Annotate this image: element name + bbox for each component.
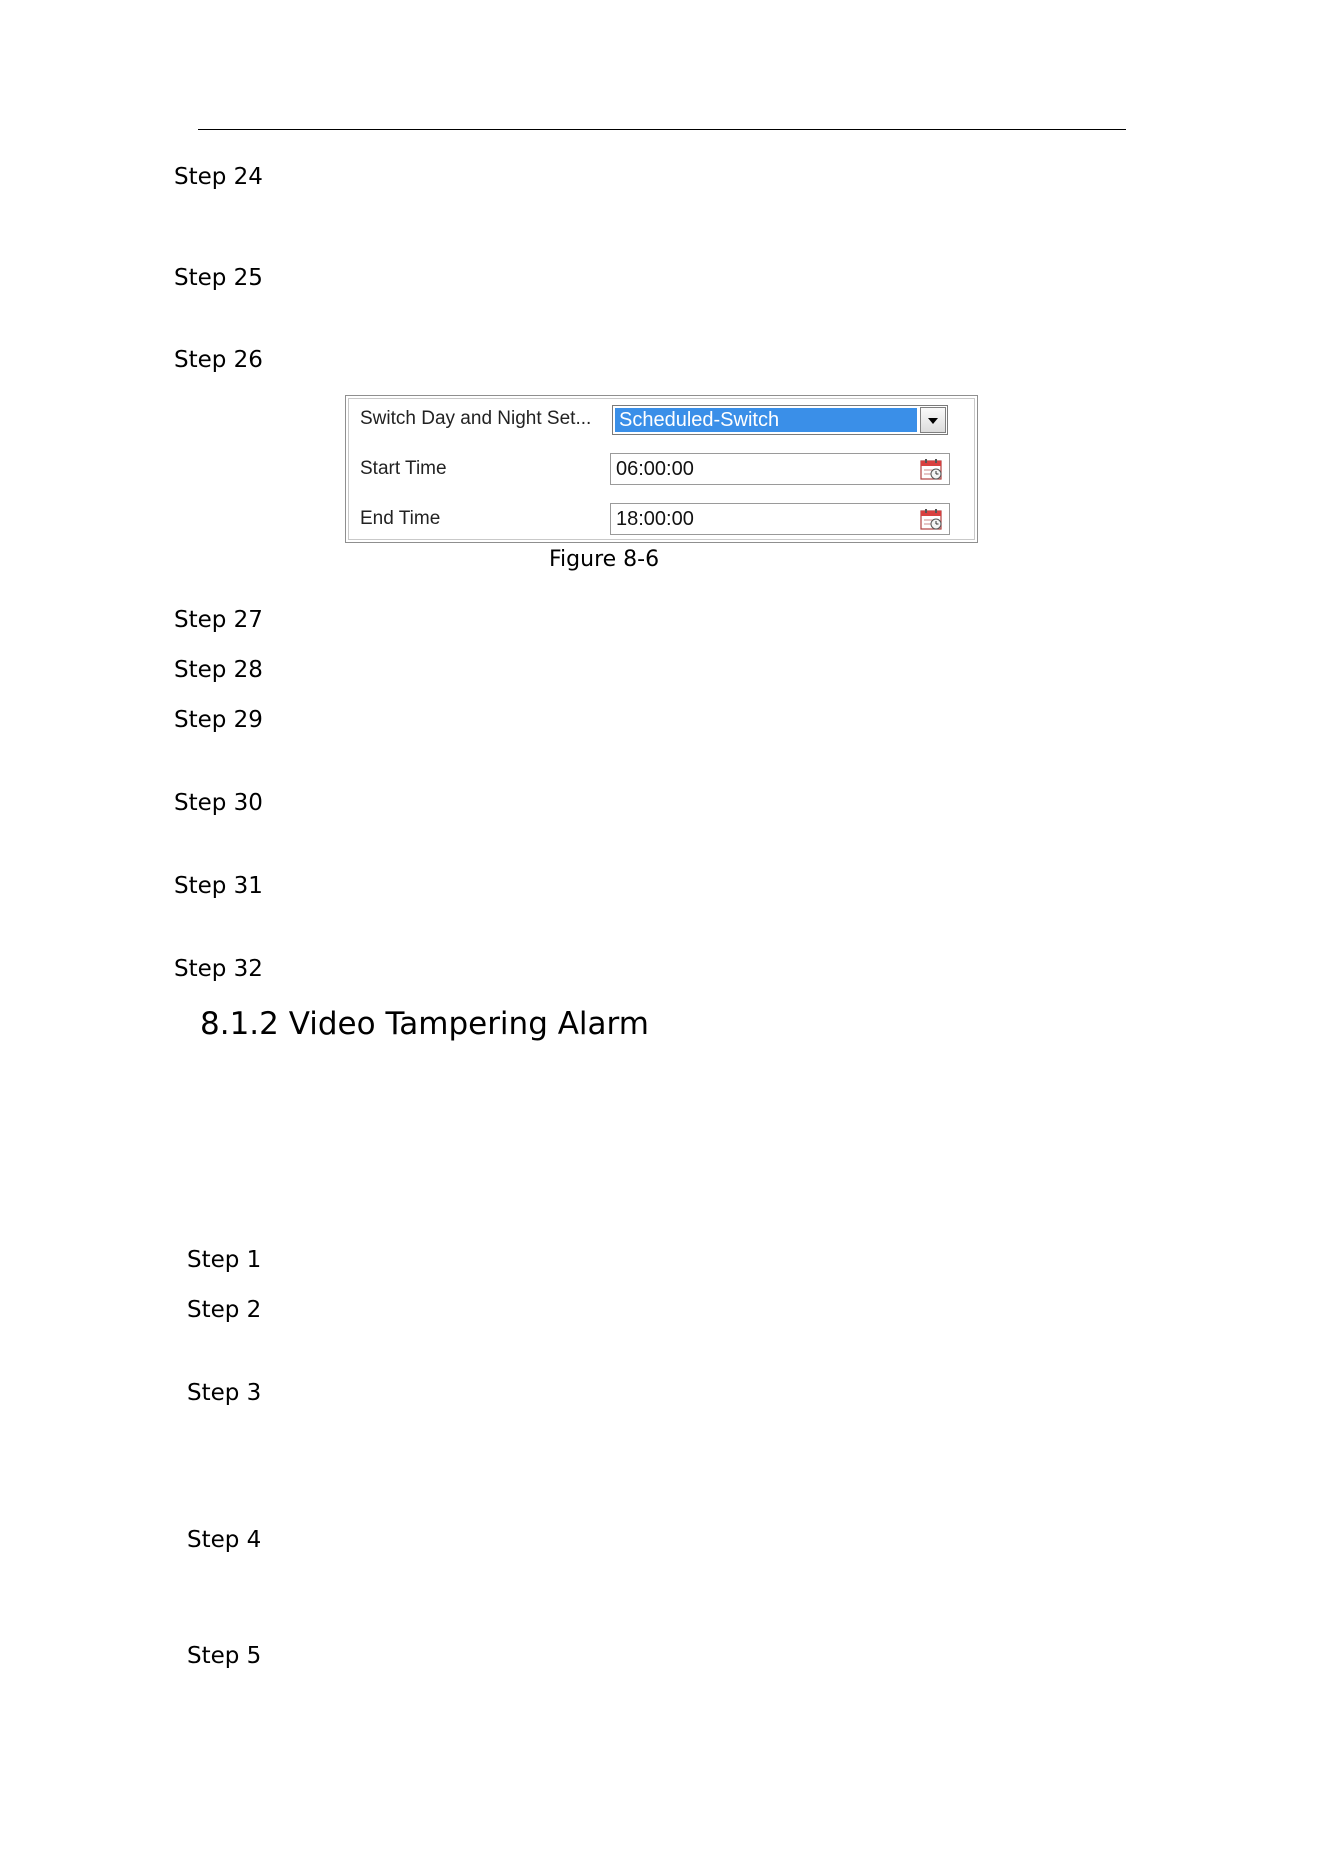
step-label: Step 32 [174, 956, 263, 982]
step-label: Step 27 [174, 607, 263, 633]
start-time-row [346, 453, 977, 485]
calendar-icon[interactable] [920, 508, 944, 530]
step-label: Step 24 [174, 164, 263, 190]
step-label: Step 26 [174, 347, 263, 373]
day-night-switch-figure [345, 395, 978, 543]
step-label: Step 2 [187, 1297, 262, 1323]
step-label: Step 31 [174, 873, 263, 899]
start-time-value: 06:00:00 [616, 458, 694, 480]
step-label: Step 5 [187, 1643, 262, 1669]
calendar-icon[interactable] [920, 458, 944, 480]
step-label: Step 25 [174, 265, 263, 291]
step-label: Step 30 [174, 790, 263, 816]
select-value: Scheduled-Switch [615, 408, 917, 432]
chevron-down-icon[interactable] [920, 407, 946, 433]
step-label: Step 1 [187, 1247, 262, 1273]
figure-caption: Figure 8-6 [549, 547, 660, 572]
end-time-input[interactable] [610, 503, 950, 535]
header-rule [198, 129, 1126, 130]
end-time-label: End Time [360, 508, 441, 529]
section-heading: 8.1.2 Video Tampering Alarm [200, 1006, 649, 1042]
switch-day-night-select[interactable] [612, 405, 948, 435]
step-label: Step 28 [174, 657, 263, 683]
end-time-value: 18:00:00 [616, 508, 694, 530]
step-label: Step 3 [187, 1380, 262, 1406]
start-time-input[interactable] [610, 453, 950, 485]
switch-day-night-row [346, 403, 977, 435]
step-label: Step 4 [187, 1527, 262, 1553]
end-time-row [346, 503, 977, 535]
step-label: Step 29 [174, 707, 263, 733]
switch-day-night-label: Switch Day and Night Set... [360, 408, 592, 429]
start-time-label: Start Time [360, 458, 447, 479]
